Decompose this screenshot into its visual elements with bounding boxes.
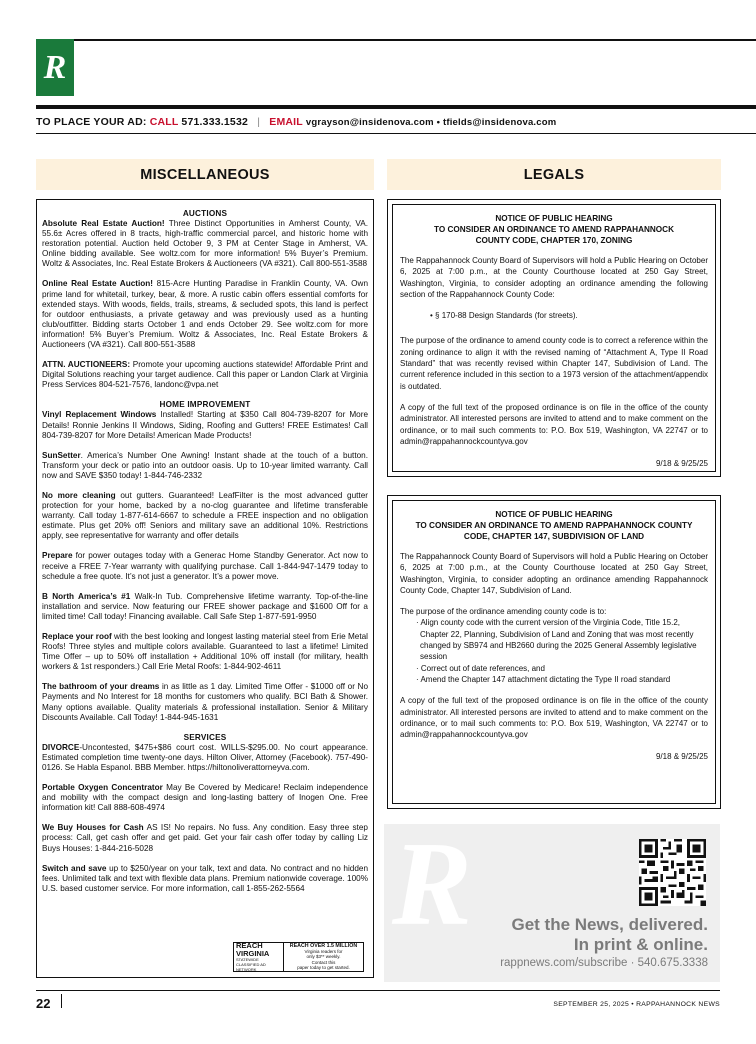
classified-ad: [42, 682, 368, 722]
ad-lead: ATTN. AUCTIONEERS:: [42, 360, 131, 370]
miscellaneous-column: [36, 199, 374, 978]
legal-purpose-item: · Correct out of date references, and: [416, 663, 545, 673]
promo-logo-watermark: R: [392, 824, 473, 950]
ad-body: -Uncontested, $475+$86 court cost. WILLS-$295.00. No court appearance. Estimated completion time twenty-one days. Hilton Oliver, Attorney (Facebook). 757-490-0126. Se Habla Espanol. BBB Member. https://hiltonoliverattorneyva.com.: [42, 742, 368, 772]
ad-lead: No more cleaning: [42, 490, 116, 500]
rva-logo-sub: STATEWIDE CLASSIFIED AD NETWORK: [236, 957, 266, 972]
publication-dates: 9/18 & 9/25/25: [655, 459, 708, 469]
masthead-thick-rule: [36, 105, 756, 109]
ad-lead: Replace your roof: [42, 632, 112, 641]
classified-ad: [42, 410, 368, 440]
legal-purpose-list: [400, 617, 708, 685]
reach-virginia-logo: [234, 943, 284, 971]
legal-paragraph: A copy of the full text of the proposed ordinance is on file in the office of the county administrator. All interested persons are invited to attend and to make comment on the ordinance, or to mail such comments to: P.O. Box 519, Washington, VA 22747 or to admin@rappahannockcountyva.gov: [400, 402, 708, 446]
footer-rule: [36, 990, 720, 991]
promo-subheadline: In print & online.: [573, 935, 708, 954]
subscribe-link[interactable]: rappnews.com/subscribe: [500, 957, 628, 969]
place-ad-prefix: TO PLACE YOUR AD:: [36, 116, 147, 128]
category-home-improvement: HOME IMPROVEMENT: [159, 400, 251, 410]
place-ad-line: [36, 116, 756, 128]
ad-lead: Switch and save: [42, 863, 107, 873]
subscribe-phone[interactable]: 540.675.3338: [637, 957, 708, 969]
ad-body: Three Distinct Opportunities in Amherst County, VA. 55.6± Acres offered in 8 tracts, high-traffic commercial parcel, and historic home with restoration potential. Auction held October 9, 3 PM at Center Stage in Amherst, VA. Online bidding available. See woltz.com for more information! 5% Buyer’s Premium. Woltz & Associates, Inc. Real Estate Brokers & Auctioneers (VA #321). Call 800-551-3588: [42, 219, 368, 269]
separator: |: [257, 116, 261, 128]
contact-rule: [36, 133, 756, 134]
classified-ad: [42, 592, 368, 622]
masthead-rule: [74, 39, 756, 41]
rva-line: Virginia readers for: [304, 949, 343, 955]
title-line: NOTICE OF PUBLIC HEARING: [495, 510, 613, 519]
issue-date-line: SEPTEMBER 25, 2025 • RAPPAHANNOCK NEWS: [553, 1001, 720, 1008]
ad-body: . America’s Number One Awning! Instant shade at the touch of a button. Transform your deck or patio into an outdoor oasis. Up to 10-year limited warranty. Call now and SAVE $350 today! 1-844-746-2332: [42, 450, 368, 480]
promo-contact: [500, 957, 708, 969]
ad-lead: Online Real Estate Auction!: [42, 279, 154, 289]
classified-ad: [42, 219, 368, 269]
reach-virginia-ad: [233, 942, 364, 972]
call-label: CALL: [149, 116, 179, 128]
rva-line: only $3** weekly.: [306, 954, 341, 960]
ad-body: Installed! Starting at $350 Call 804-739-8207 for More Details! Ronnie Jenkins II Windows, Siding, Roofing and Gutters! FREE Estimates! Call 804-739-8207 for More Details! American Made Products!: [42, 410, 368, 440]
title-line: TO CONSIDER AN ORDINANCE TO AMEND RAPPAHANNOCK COUNTY: [415, 521, 693, 530]
legal-paragraph: A copy of the full text of the proposed ordinance is on file in the office of the county administrator. All interested persons are invited to attend and to make comment on the ordinance, or to mail such comments to: P.O. Box 519, Washington, VA 22747 or to admin@rappahannockcountyva.gov: [400, 696, 708, 740]
legal-notice-title: [400, 509, 708, 542]
page-number: 22: [36, 996, 51, 1011]
rva-logo-line: VIRGINIA: [236, 948, 270, 958]
ad-body: for power outages today with a Generac Home Standby Generator. Act now to receive a FREE 7-Year warranty with qualifying purchase. Call 1-844-947-1479 today to schedule a free quote. It’s not just a generator. It’s a power move.: [42, 551, 368, 581]
page-number-divider: [61, 994, 62, 1008]
classified-ad: [42, 783, 368, 813]
publication-dates: 9/18 & 9/25/25: [655, 752, 708, 762]
ad-body: Promote your upcoming auctions statewide! Affordable Print and Digital Solutions reaching your target audience. Call this paper or Landon Clark at Virginia Press Services 804-521-7576, landonc@vpa.net: [42, 360, 368, 390]
legal-paragraph: The Rappahannock County Board of Supervisors will hold a Public Hearing on October 6, 2025 at 7:00 p.m., at the County Courthouse located at 250 Gay Street, Washington, Virginia, to consider adopting an ordinance amending Rappahannock County Code, Chapter 147, Subdivision of Land.: [400, 552, 708, 595]
email-label: EMAIL: [269, 116, 303, 128]
ad-body: 815-Acre Hunting Paradise in Franklin County, VA. Own prime land for whitetail, turkey, bear, & more. A rustic cabin offers essential comforts for extended stays. With woods, fields, trails, streams, & secluded spots, this land is perfect for outdoor enthusiasts, a private getaway and was previously used as a hunting club/outfitter. Bidding starts October 1 and ends October 29. See woltz.com for more information! 5% Buyer’s Premium. Woltz & Associates, Inc. Real Estate Brokers & Auctioneers (VA #321). Call 800-551-3588: [42, 279, 369, 350]
legal-bullet: • § 170-88 Design Standards (for streets).: [430, 311, 578, 321]
rva-line: paper today to get started.: [297, 964, 350, 970]
ad-lead: Absolute Real Estate Auction!: [42, 219, 165, 228]
rva-head: REACH OVER 1.5 MILLION: [289, 943, 358, 949]
promo-headline: Get the News, delivered.: [511, 915, 708, 934]
classified-ad: [42, 360, 368, 390]
promo-separator: ·: [627, 957, 638, 969]
ad-body: May Be Covered by Medicare! Reclaim independence and mobility with the compact design and long-lasting battery of Inogen One. Free information kit! Call 888-608-4974: [42, 783, 368, 813]
title-line: TO CONSIDER AN ORDINANCE TO AMEND RAPPAHANNOCK: [433, 225, 675, 234]
rva-logo-line: REACH: [236, 941, 263, 950]
legal-notice-frame: [392, 500, 716, 804]
ad-body: in as little as 1 day. Limited Time Offer - $1000 off or No Payments and No Interest for 18 months for customers who qualify. BCI Bath & Shower. Many options available. Quality materials & professional installation. Senior & Military Discounts Available. Call Today! 1-844-945-1631: [42, 682, 369, 722]
ad-lead: We Buy Houses for Cash: [42, 823, 144, 833]
ad-lead: Prepare: [42, 551, 73, 561]
ad-lead: Portable Oxygen Concentrator: [42, 783, 163, 793]
call-phone[interactable]: 571.333.1532: [181, 116, 249, 128]
legal-notice-title: [400, 213, 708, 246]
ad-lead: The bathroom of your dreams: [42, 682, 160, 692]
ad-body: with the best looking and longest lasting material steel from Erie Metal Roofs! Three styles and multiple colors available. Guaranteed to last a lifetime! Limited Time Offer – up to 50% off installation + Additional 10% off install (for military, health workers & 1st responders.) Call Erie Metal Roofs: 1-844-902-4611: [42, 632, 368, 672]
legal-purpose-item: · Amend the Chapter 147 attachment dictating the Type II road standard: [416, 674, 671, 684]
subscribe-promo: [384, 824, 720, 982]
classified-ad: [42, 864, 368, 894]
legal-paragraph: The purpose of the ordinance amending county code is to:: [400, 607, 607, 617]
category-services: SERVICES: [183, 732, 227, 742]
classified-ad: [42, 279, 368, 350]
legal-notice-subdivision: [387, 495, 721, 809]
legal-notice-frame: [392, 204, 716, 472]
logo-letter: R: [43, 48, 67, 86]
reach-virginia-text: [284, 943, 363, 971]
rappnews-logo: [36, 39, 74, 96]
qr-code-icon[interactable]: [639, 839, 706, 906]
ad-lead: SunSetter: [42, 450, 81, 460]
ad-body: Walk-In Tub. Comprehensive lifetime warranty. Top-of-the-line installation and service. Now featuring our FREE shower package and $1600 Off for a limited time! Call today! Financing available. Call Safe Step 1-877-591-9950: [42, 591, 368, 621]
masthead: [36, 37, 756, 105]
legal-notice-zoning: [387, 199, 721, 477]
classified-ad: [42, 491, 368, 541]
miscellaneous-heading: MISCELLANEOUS: [36, 159, 374, 190]
title-line: CODE, CHAPTER 147, SUBDIVISION OF LAND: [463, 532, 645, 541]
ad-lead: Vinyl Replacement Windows: [42, 410, 157, 420]
legal-paragraph: The Rappahannock County Board of Supervisors will hold a Public Hearing on October 6, 2025 at 7:00 p.m., at the County Courthouse located at 250 Gay Street, Washington, Virginia, to consider adopting an ordinance amending the following section of the Rappahannock County Code:: [400, 256, 708, 299]
classified-ad: [42, 551, 368, 581]
title-line: NOTICE OF PUBLIC HEARING: [495, 214, 613, 223]
rva-line: Contact this: [311, 959, 336, 965]
title-line: COUNTY CODE, CHAPTER 170, ZONING: [475, 236, 633, 245]
ad-body: up to $250/year on your talk, text and data. No contract and no hidden fees. Unlimited talk and text with flexible data plans. Premium nationwide coverage. 100% U.S. based customer service. For more information, call 1-855-262-5564: [42, 863, 368, 893]
ad-lead: B North America’s #1: [42, 591, 131, 601]
classified-ad: [42, 632, 368, 672]
legal-paragraph: The purpose of the ordinance to amend county code is to correct a reference within the zoning ordinance to align it with the revised naming of “Attachment A, Type II Road Standard” that was recently revised within Chapter 147, Subdivision of Land. The current reference included in this section to a 1973 version of the attachment/appendix is outdated.: [400, 336, 708, 391]
email-addresses[interactable]: vgrayson@insidenova.com • tfields@insidenova.com: [305, 117, 557, 128]
legals-heading: LEGALS: [387, 159, 721, 190]
ad-body: AS IS! No repairs. No fuss. Any condition. Easy three step process: Call, get cash offer and get paid. Get your fair cash offer today by calling Liz Buys Houses: 1-844-216-5028: [42, 823, 368, 853]
classified-ad: [42, 743, 368, 773]
category-auctions: AUCTIONS: [182, 209, 228, 218]
classified-ad: [42, 451, 368, 481]
ad-lead: DIVORCE: [42, 742, 80, 752]
classified-ad: [42, 823, 368, 853]
ad-body: out gutters. Guaranteed! LeafFilter is the most advanced gutter protection for your home, backed by a no-clog guarantee and lifetime transferable warranty. Call today 1-877-614-6667 to schedule a FREE inspection and no obligation estimate. Plus get 20% off! Seniors and military save an additional 10%. Restrictions apply, see representative for warranty and offer details: [42, 490, 368, 541]
legal-purpose-item: · Align county code with the current version of the Virginia Code, Title 15.2, Chapter 22, Planning, Subdivision of Land and Zoning that was most recently changed by SB974 and HB2660 during the 2025 General Assembly legislative session: [416, 618, 697, 662]
